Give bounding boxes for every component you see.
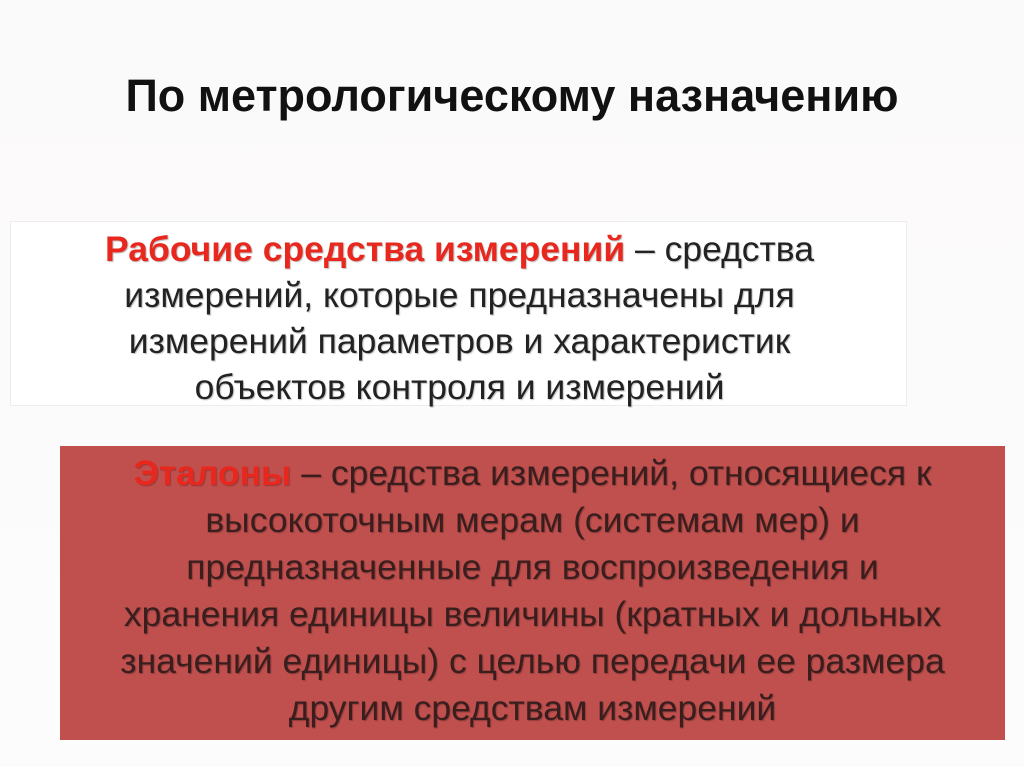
standards-term: Эталоны (133, 453, 292, 493)
definition-line: объектов контроля и измерений (194, 367, 725, 407)
working-instruments-term: Рабочие средства измерений (104, 229, 626, 269)
standards-box (60, 446, 1005, 740)
definition-line: – средства (625, 229, 815, 269)
definition-line: другим средствам измерений (288, 688, 777, 728)
definition-line: предназначенные для воспроизведения и (186, 547, 879, 587)
definition-line: хранения единицы величины (кратных и дольных (123, 594, 942, 634)
working-instruments-text (11, 226, 908, 410)
definition-line: высокоточным мерам (системам мер) и (205, 500, 860, 540)
definition-line: измерений параметров и характеристик (128, 321, 791, 361)
definition-line: измерений, которые предназначены для (124, 275, 795, 315)
working-instruments-box (10, 221, 907, 406)
standards-text (60, 450, 1005, 732)
definition-line: значений единицы) с целью передачи ее размера (120, 641, 945, 681)
definition-line: – средства измерений, относящиеся к (291, 453, 932, 493)
slide-title: По метрологическому назначению (125, 70, 899, 121)
